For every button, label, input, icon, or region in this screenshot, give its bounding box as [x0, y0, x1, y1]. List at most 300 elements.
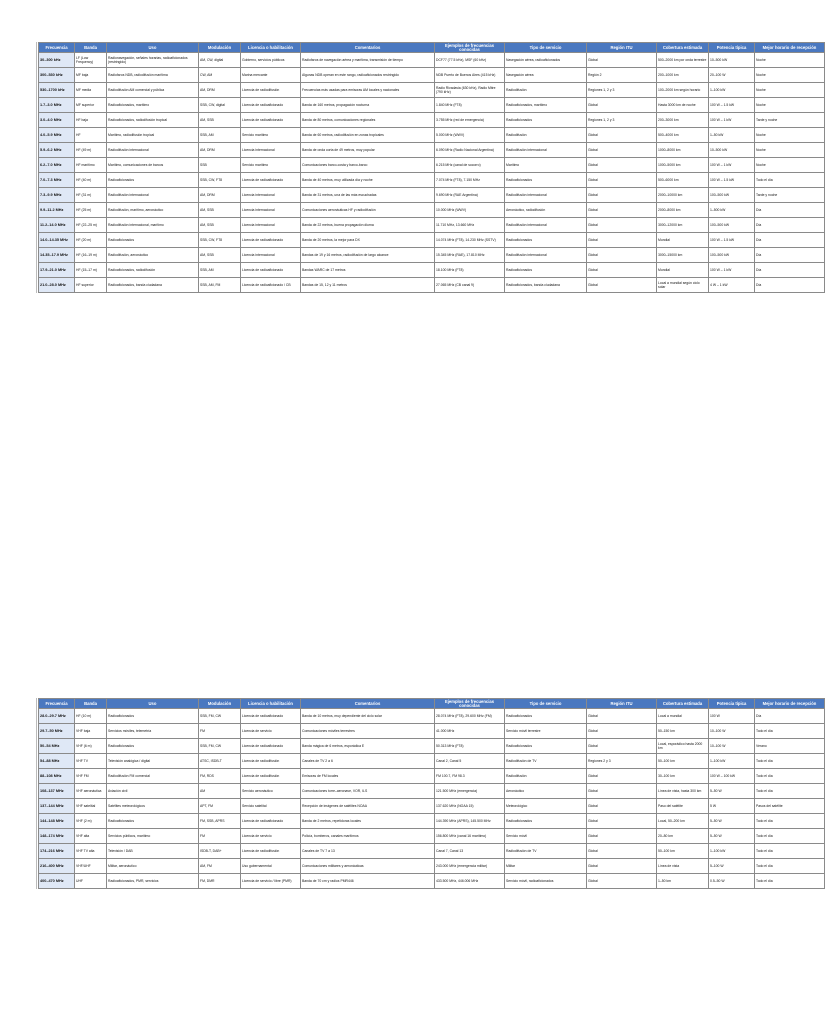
table-cell: 156.800 MHz (canal 16 marítimo) [435, 829, 505, 844]
table-cell: Licencia de radiodifusión [241, 844, 301, 859]
table-cell: Radioaficionados [107, 739, 199, 754]
frequency-cell: 30–300 kHz [39, 53, 75, 68]
table-row [39, 248, 825, 263]
header-row [39, 43, 825, 53]
frequency-cell: 14.35–17.9 MHz [39, 248, 75, 263]
table-cell: 500–6000 km [657, 173, 709, 188]
table-row [39, 203, 825, 218]
table-cell: Global [587, 173, 657, 188]
table-cell: 100 W – 1.5 kW [709, 173, 755, 188]
table-cell: 100 W – 1.5 kW [709, 233, 755, 248]
table-cell: 144.390 MHz (APRS), 145.500 MHz [435, 814, 505, 829]
table-row [39, 173, 825, 188]
column-header: Modulación [199, 43, 241, 53]
table-cell: Radioaficionados, radiodifusión tropical [107, 113, 199, 128]
table-cell: Global [587, 128, 657, 143]
table-cell: Global [587, 724, 657, 739]
table-cell: Radiodifusión internacional [107, 188, 199, 203]
table-cell: HF superior [75, 278, 107, 293]
table-cell: Satélites meteorológicos [107, 799, 199, 814]
table-cell: Radiodifusión FM comercial [107, 769, 199, 784]
table-cell: Servicio móvil, radioaficionados [505, 874, 587, 889]
table-cell: 5.000 MHz (WWV) [435, 128, 505, 143]
table-cell: APT, FM [199, 799, 241, 814]
table-cell: Radioaficionados [505, 113, 587, 128]
column-header: Uso [107, 699, 199, 709]
frequency-cell: 29.7–50 MHz [39, 724, 75, 739]
spreadsheet-page-2 [38, 698, 817, 889]
table-row [39, 844, 825, 859]
table-cell: Todo el día [755, 724, 825, 739]
table-row [39, 724, 825, 739]
table-row [39, 278, 825, 293]
table-cell: AM, CW, digital [199, 53, 241, 68]
table-cell: FM, SSB, APRS [199, 814, 241, 829]
table-cell: 2000–10000 km [657, 188, 709, 203]
table-cell: Banda de 60 metros, radiodifusión en zonas tropicales [301, 128, 435, 143]
table-cell: Canal 7, Canal 13 [435, 844, 505, 859]
table-cell: SSB, CW, FT8 [199, 173, 241, 188]
table-cell: Servicio aeronáutico [241, 784, 301, 799]
table-cell: Comunicaciones torre–aeronave, VOR, ILS [301, 784, 435, 799]
table-cell: 50–150 km [657, 724, 709, 739]
table-cell: 100 W – 1 kW [709, 113, 755, 128]
table-cell: SSB, AM [199, 128, 241, 143]
table-cell: Banda de 20 metros, la mejor para DX [301, 233, 435, 248]
table-cell: Televisión / DAB [107, 844, 199, 859]
table-cell: Global [587, 233, 657, 248]
table-cell: Licencia de radioaficionado [241, 233, 301, 248]
table-cell: Banda de 70 cm y radios PMR446 [301, 874, 435, 889]
table-cell: 14.074 MHz (FT8), 14.230 MHz (SSTV) [435, 233, 505, 248]
table-cell: Canales de TV 2 a 6 [301, 754, 435, 769]
row-number-gutter [22, 698, 37, 889]
table-cell: Licencia internacional [241, 218, 301, 233]
table-cell: Gobierno, servicios públicos [241, 53, 301, 68]
table-cell: Radiodifusión internacional, marítimo [107, 218, 199, 233]
frequency-cell: 400–470 MHz [39, 874, 75, 889]
table-cell: AM, DRM [199, 83, 241, 98]
table-cell: VHF (2 m) [75, 814, 107, 829]
table-cell: Hasta 3000 km de noche [657, 98, 709, 113]
table-cell: 1–500 kW [709, 203, 755, 218]
table-cell: Global [587, 53, 657, 68]
table-cell: AM, DRM [199, 143, 241, 158]
table-cell: Global [587, 188, 657, 203]
table-cell: Mundial [657, 263, 709, 278]
frequency-cell: 9.9–11.2 MHz [39, 203, 75, 218]
table-cell: Paso del satélite [657, 799, 709, 814]
frequency-cell: 300–530 kHz [39, 68, 75, 83]
table-cell: HF (31 m) [75, 188, 107, 203]
table-row [39, 263, 825, 278]
table-row [39, 68, 825, 83]
table-cell: Global [587, 98, 657, 113]
table-cell: MF superior [75, 98, 107, 113]
table-cell: Global [587, 784, 657, 799]
table-cell: AM, SSB [199, 113, 241, 128]
table-cell: Licencia de servicio [241, 829, 301, 844]
table-cell: 10–500 kW [709, 53, 755, 68]
table-cell: Verano [755, 739, 825, 754]
table-cell: Frecuencias más usadas para emisoras AM locales y nacionales [301, 83, 435, 98]
table-cell: Bandas de 15, 12 y 11 metros [301, 278, 435, 293]
table-cell: HF (22–25 m) [75, 218, 107, 233]
table-cell: 30–100 km [657, 769, 709, 784]
table-cell: Regiones 1, 2 y 3 [587, 113, 657, 128]
frequency-cell: 17.9–21.0 MHz [39, 263, 75, 278]
table-cell: Banda de 22 metros, buena propagación diurna [301, 218, 435, 233]
table-cell: Global [587, 218, 657, 233]
table-cell: 5–50 W [709, 829, 755, 844]
table-row [39, 128, 825, 143]
column-header: Cobertura estimada [657, 699, 709, 709]
column-header: Cobertura estimada [657, 43, 709, 53]
frequency-cell: 88–108 MHz [39, 769, 75, 784]
table-cell: VHF satelital [75, 799, 107, 814]
table-cell: Región 2 [587, 68, 657, 83]
column-header: Licencia o habilitación [241, 43, 301, 53]
table-cell: 1–100 kW [709, 83, 755, 98]
table-cell: Radiodifusión internacional [505, 188, 587, 203]
column-header: Frecuencia [39, 43, 75, 53]
table-cell: Radioaficionados [107, 709, 199, 724]
table-cell: Comunicaciones móviles terrestres [301, 724, 435, 739]
table-cell: 5 W [709, 799, 755, 814]
frequency-cell: 4.0–5.9 MHz [39, 128, 75, 143]
table-cell: Noche [755, 143, 825, 158]
table-cell: 5–50 W [709, 784, 755, 799]
table-cell: Mundial [657, 233, 709, 248]
table-cell: Regiones 1, 2 y 3 [587, 83, 657, 98]
table-cell: Bandas WARC de 17 metros [301, 263, 435, 278]
table-cell: Global [587, 814, 657, 829]
table-cell: Global [587, 769, 657, 784]
table-cell: AM, SSB [199, 218, 241, 233]
frequency-cell: 11.2–14.0 MHz [39, 218, 75, 233]
table-cell: Radioaficionados, radiodifusión [107, 263, 199, 278]
table-cell: FM, RDS [199, 769, 241, 784]
table-cell: Global [587, 874, 657, 889]
column-header: Ejemplos de frecuencias conocidas [435, 43, 505, 53]
table-cell: Licencia de radioaficionado [241, 709, 301, 724]
table-cell: 1–100 kW [709, 754, 755, 769]
table-cell: Banda de 10 metros, muy dependiente del ciclo solar [301, 709, 435, 724]
table-cell: VHF aeronáutica [75, 784, 107, 799]
table-cell: Radiodifusión internacional [107, 143, 199, 158]
table-row [39, 769, 825, 784]
table-cell: Licencia de servicio / libre (PMR) [241, 874, 301, 889]
table-cell: FM 100.7, FM 98.3 [435, 769, 505, 784]
table-cell: HF (25 m) [75, 203, 107, 218]
table-row [39, 143, 825, 158]
table-cell: HF (49 m) [75, 143, 107, 158]
table-cell: VHF/UHF [75, 859, 107, 874]
table-cell: Todo el día [755, 874, 825, 889]
table-cell: HF baja [75, 113, 107, 128]
table-cell: 200–3000 km [657, 113, 709, 128]
table-cell: SSB, FM, CW [199, 739, 241, 754]
frequency-cell: 50–54 MHz [39, 739, 75, 754]
table-cell: 243.000 MHz (emergencia militar) [435, 859, 505, 874]
table-row [39, 188, 825, 203]
table-cell: AM, DRM [199, 188, 241, 203]
table-cell: Radiodifusión internacional [505, 143, 587, 158]
table-cell: Local a mundial [657, 709, 709, 724]
table-cell: HF [75, 128, 107, 143]
table-cell: HF (10 m) [75, 709, 107, 724]
table-cell: 100 W – 100 kW [709, 769, 755, 784]
table-cell: Radioaficionados, banda ciudadana [505, 278, 587, 293]
table-cell: Radionavegación, señales horarias, radioaficionados (restringido) [107, 53, 199, 68]
table-cell: 10–100 W [709, 724, 755, 739]
table-cell: Tarde y noche [755, 113, 825, 128]
table-cell: LF (Low Frequency) [75, 53, 107, 68]
table-cell: Noche [755, 158, 825, 173]
table-cell: Radiodifusión internacional [505, 218, 587, 233]
table-cell: Radioaficionados [107, 173, 199, 188]
table-cell: Licencia de radiodifusión [241, 769, 301, 784]
table-cell: 7.074 MHz (FT8), 7.150 MHz [435, 173, 505, 188]
frequency-cell: 7.3–9.9 MHz [39, 188, 75, 203]
table-cell: 50.313 MHz (FT8) [435, 739, 505, 754]
table-cell: 100 W [709, 709, 755, 724]
table-cell: Global [587, 278, 657, 293]
table-cell: Banda de 40 metros, muy utilizada día y noche [301, 173, 435, 188]
table-cell: Banda de 2 metros, repetidoras locales [301, 814, 435, 829]
table-cell: Día [755, 233, 825, 248]
table-cell: Noche [755, 68, 825, 83]
column-header: Modulación [199, 699, 241, 709]
table-cell: Radiodifusión [505, 83, 587, 98]
table-cell: Noche [755, 83, 825, 98]
table-row [39, 218, 825, 233]
table-cell: Local a mundial según ciclo solar [657, 278, 709, 293]
table-cell: Licencia de radioaficionado [241, 739, 301, 754]
table-cell: Radiodifusión, aeronáutico [107, 248, 199, 263]
table-cell: Licencia de radiodifusión [241, 83, 301, 98]
table-cell: Comunicaciones barco-costa y barco-barco [301, 158, 435, 173]
frequency-table-1 [38, 42, 825, 293]
table-cell: Noche [755, 98, 825, 113]
table-cell: CW, AM [199, 68, 241, 83]
table-cell: Radioaficionados, PMR, servicios [107, 874, 199, 889]
table-cell: 100–500 kW [709, 188, 755, 203]
table-cell: Global [587, 859, 657, 874]
table-cell: Global [587, 829, 657, 844]
table-cell: Noche [755, 128, 825, 143]
table-cell: FM, DMR [199, 874, 241, 889]
table-cell: 10–100 W [709, 739, 755, 754]
table-cell: Servicio marítimo [241, 158, 301, 173]
table-cell: VHF (6 m) [75, 739, 107, 754]
spreadsheet-page-1 [38, 42, 817, 293]
table-cell: Licencia internacional [241, 188, 301, 203]
table-cell: 18.100 MHz (FT8) [435, 263, 505, 278]
table-cell: SSB, CW, FT8 [199, 233, 241, 248]
column-header: Potencia típica [709, 699, 755, 709]
table-cell: 1–50 km [657, 874, 709, 889]
table-row [39, 158, 825, 173]
table-cell: Día [755, 278, 825, 293]
table-cell: Día [755, 203, 825, 218]
table-cell: Día [755, 218, 825, 233]
table-cell: VHF alta [75, 829, 107, 844]
table-cell: Marítimo, radiodifusión tropical [107, 128, 199, 143]
table-cell: 1000–8000 km [657, 143, 709, 158]
table-cell: Global [587, 158, 657, 173]
column-header: Banda [75, 43, 107, 53]
table-cell: Banda de 31 metros, una de las más escuchadas [301, 188, 435, 203]
table-cell: Licencia de radioaficionado [241, 113, 301, 128]
table-cell: 9.690 MHz (RAE Argentina) [435, 188, 505, 203]
table-cell: SSB, AM, FM [199, 278, 241, 293]
table-cell: Licencia internacional [241, 143, 301, 158]
table-cell: Línea de vista [657, 859, 709, 874]
column-header: Potencia típica [709, 43, 755, 53]
table-row [39, 53, 825, 68]
table-cell: Radioaficionados [505, 173, 587, 188]
table-cell: 1.840 MHz (FT8) [435, 98, 505, 113]
table-row [39, 739, 825, 754]
table-cell: 50–100 km [657, 844, 709, 859]
table-cell: Todo el día [755, 844, 825, 859]
table-cell: Licencia de radioaficionado [241, 263, 301, 278]
table-cell: Licencia de radiodifusión [241, 754, 301, 769]
table-cell: Radiofaros de navegación aérea y marítima, transmisión de tiempo [301, 53, 435, 68]
frequency-cell: 5.9–6.2 MHz [39, 143, 75, 158]
table-cell: 10–500 kW [709, 143, 755, 158]
table-cell: Comunicaciones aeronáuticas HF y radiodifusión [301, 203, 435, 218]
table-cell: 100–2000 km según horario [657, 83, 709, 98]
table-cell: Radiodifusión, marítimo, aeronáutico [107, 203, 199, 218]
table-cell: Global [587, 739, 657, 754]
column-header: Comentarios [301, 43, 435, 53]
column-header: Tipo de servicio [505, 43, 587, 53]
table-cell: Recepción de imágenes de satélites NOAA [301, 799, 435, 814]
table-cell: FM [199, 724, 241, 739]
table-cell: 20–80 km [657, 829, 709, 844]
table-cell: Aviación civil [107, 784, 199, 799]
table-cell: Radiodifusión internacional [505, 248, 587, 263]
table-cell: 200–1000 km [657, 68, 709, 83]
table-cell: 100 W – 1 kW [709, 263, 755, 278]
table-cell: Todo el día [755, 859, 825, 874]
table-cell: UHF [75, 874, 107, 889]
table-cell: AM [199, 784, 241, 799]
table-cell: 41.000 MHz [435, 724, 505, 739]
table-cell: Pasos del satélite [755, 799, 825, 814]
table-cell: 27.065 MHz (CB canal 9) [435, 278, 505, 293]
table-cell: Noche [755, 53, 825, 68]
table-cell: 10.000 MHz (WWV) [435, 203, 505, 218]
table-cell: Servicio marítimo [241, 128, 301, 143]
table-cell: Tarde y noche [755, 188, 825, 203]
table-cell: HF (16–19 m) [75, 248, 107, 263]
table-cell: 433.500 MHz, 446.006 MHz [435, 874, 505, 889]
column-header: Frecuencia [39, 699, 75, 709]
frequency-cell: 216–400 MHz [39, 859, 75, 874]
table-row [39, 709, 825, 724]
frequency-cell: 530–1700 kHz [39, 83, 75, 98]
table-cell: Radio Rivadavia (630 kHz), Radio Mitre (790 kHz) [435, 83, 505, 98]
table-cell: Canales de TV 7 a 13 [301, 844, 435, 859]
frequency-cell: 137–144 MHz [39, 799, 75, 814]
table-cell: AM, SSB [199, 248, 241, 263]
table-cell: 6.215 MHz (canal de socorro) [435, 158, 505, 173]
column-header: Licencia o habilitación [241, 699, 301, 709]
table-cell: Licencia internacional [241, 203, 301, 218]
table-cell: Regiones 2 y 3 [587, 754, 657, 769]
table-cell: Radioaficionados, marítimo [505, 98, 587, 113]
table-cell: 500–4000 km [657, 128, 709, 143]
table-cell: Marítimo, comunicaciones de barcos [107, 158, 199, 173]
table-cell: FM [199, 829, 241, 844]
frequency-cell: 28.0–29.7 MHz [39, 709, 75, 724]
table-cell: 100 W – 1 kW [709, 158, 755, 173]
table-cell: 137.620 MHz (NOAA 15) [435, 799, 505, 814]
table-cell: 1–50 kW [709, 128, 755, 143]
table-cell: SSB [199, 158, 241, 173]
table-cell: Licencia de servicio [241, 724, 301, 739]
table-cell: 11.710 MHz, 13.660 MHz [435, 218, 505, 233]
table-cell: Marítimo [505, 158, 587, 173]
table-cell: 2000–8000 km [657, 203, 709, 218]
column-header: Ejemplos de frecuencias conocidas [435, 699, 505, 709]
table-cell: Canal 2, Canal 5 [435, 754, 505, 769]
table-cell: Policía, bomberos, canales marítimos [301, 829, 435, 844]
row-number-gutter [22, 42, 37, 293]
table-row [39, 98, 825, 113]
table-cell: 100–500 kW [709, 248, 755, 263]
table-cell: ATSC, ISDB-T [199, 754, 241, 769]
frequency-cell: 174–216 MHz [39, 844, 75, 859]
table-cell: 0.5–50 W [709, 874, 755, 889]
table-cell: VHF TV alta [75, 844, 107, 859]
table-cell: Local, esporádico hasta 2000 km [657, 739, 709, 754]
table-cell: VHF FM [75, 769, 107, 784]
table-cell: Navegación aérea [505, 68, 587, 83]
table-cell: Servicios móviles, telemetría [107, 724, 199, 739]
table-cell: Navegación aérea, radioaficionados [505, 53, 587, 68]
frequency-cell: 14.0–14.35 MHz [39, 233, 75, 248]
table-row [39, 784, 825, 799]
table-cell: VHF baja [75, 724, 107, 739]
table-cell: Uso gubernamental [241, 859, 301, 874]
table-cell: Global [587, 709, 657, 724]
table-cell: Banda de 160 metros, propagación nocturna [301, 98, 435, 113]
table-cell: Marina mercante [241, 68, 301, 83]
column-header: Tipo de servicio [505, 699, 587, 709]
table-cell: Servicio satelital [241, 799, 301, 814]
table-cell: Radioaficionados [505, 814, 587, 829]
table-cell: AM, FM [199, 859, 241, 874]
column-header: Comentarios [301, 699, 435, 709]
table-cell: Algunas NDB operan en este rango, radioaficionados restringido [301, 68, 435, 83]
table-cell: Radioaficionados [505, 233, 587, 248]
table-row [39, 829, 825, 844]
table-row [39, 754, 825, 769]
table-cell: Todo el día [755, 769, 825, 784]
column-header: Mejor horario de recepción [755, 43, 825, 53]
table-cell: Día [755, 248, 825, 263]
table-cell: Radioaficionados [505, 263, 587, 278]
table-cell: Radiodifusión de TV [505, 844, 587, 859]
table-cell: Meteorológico [505, 799, 587, 814]
table-cell: 50–100 km [657, 754, 709, 769]
table-cell: MF baja [75, 68, 107, 83]
table-cell: Radiodifusión [505, 128, 587, 143]
